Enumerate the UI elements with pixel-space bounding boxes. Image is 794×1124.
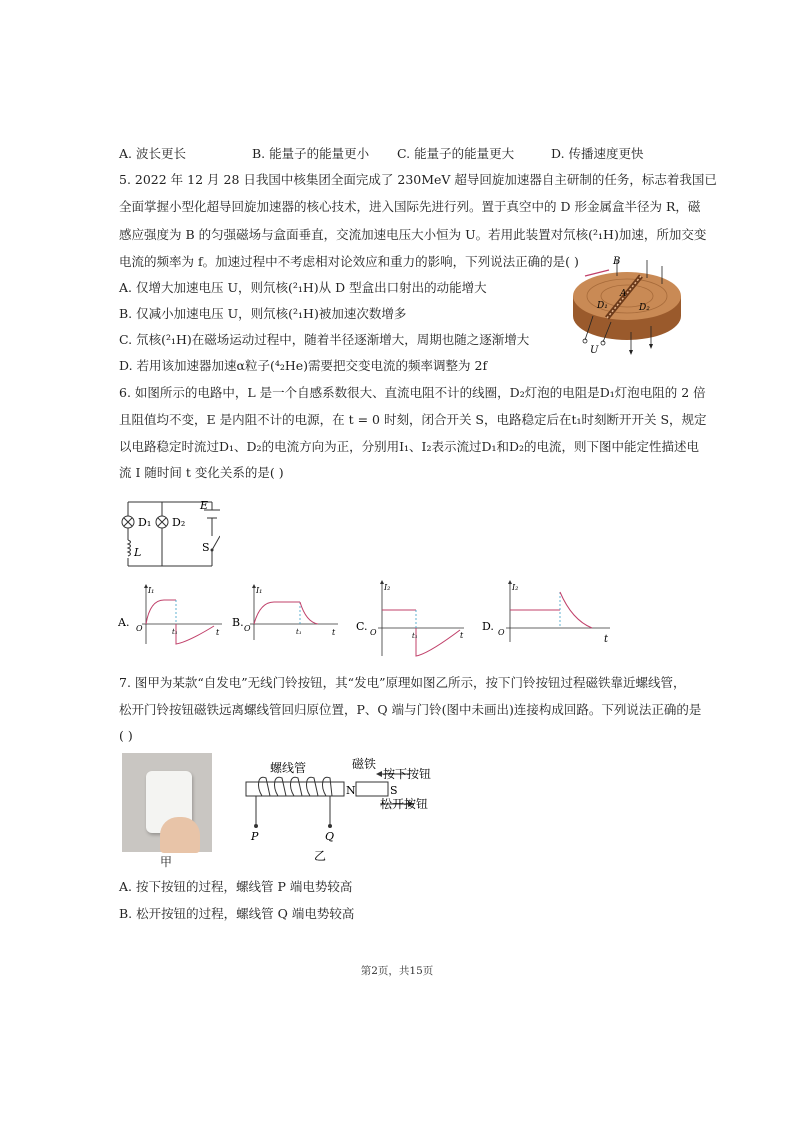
axis-label-i: I₂	[384, 583, 391, 592]
q4-option-b: B. 能量子的能量更小	[252, 146, 370, 161]
q4-option-d: D. 传播速度更快	[551, 146, 644, 161]
graph-c	[356, 580, 470, 660]
q6-stem-line: 且阻值均不变，E 是内阻不计的电源，在 t = 0 时刻，闭合开关 S，电路稳定后在t₁时刻断开开关 S，规定	[119, 412, 707, 427]
axis-label-i: I₁	[148, 586, 155, 595]
q7-stem-line: 松开门铃按钮磁铁远离螺线管回归原位置，P、Q 端与门铃(图中未画出)连接构成回路。下列说法正确的是	[119, 702, 702, 717]
origin-label: O	[136, 624, 143, 633]
label-d2: D₂	[639, 303, 650, 313]
label-a: A	[620, 289, 627, 299]
q5-stem-line: 5. 2022 年 12 月 28 日我国中核集团全面完成了 230MeV 超导回旋加速器自主研制的任务，标志着我国已	[119, 172, 717, 187]
q4-option-c: C. 能量子的能量更大	[397, 146, 515, 161]
axis-label-i: I₁	[256, 586, 263, 595]
graph-option-letter: C.	[356, 620, 368, 633]
terminal-p-label: P	[251, 830, 259, 843]
t1-label: t₁	[296, 628, 302, 636]
q5-option-d: D. 若用该加速器加速α粒子(⁴₂He)需要把交变电流的频率调整为 2f	[119, 358, 488, 373]
south-pole-label: S	[390, 784, 398, 797]
cyclotron-figure	[565, 256, 685, 356]
t1-label: t₁	[412, 632, 418, 640]
label-s: S	[202, 541, 210, 554]
q5-stem-line: 电流的频率为 f。加速过程中不考虑相对论效应和重力的影响，下列说法正确的是( )	[119, 254, 579, 269]
label-b: B	[613, 256, 621, 267]
q5-option-b: B. 仅减小加速电压 U，则氘核(²₁H)被加速次数增多	[119, 306, 407, 321]
solenoid-diagram	[240, 756, 450, 866]
origin-label: O	[244, 624, 251, 633]
graph-b	[232, 584, 344, 648]
t-label: t	[460, 631, 464, 640]
t-label: t	[604, 634, 609, 645]
label-d1: D₁	[138, 516, 152, 529]
origin-label: O	[370, 628, 377, 637]
q7-stem-line: 7. 图甲为某款“自发电”无线门铃按钮，其“发电”原理如图乙所示，按下门铃按钮过程磁铁靠近螺线管，	[119, 675, 686, 690]
graph-option-letter: B.	[232, 616, 244, 629]
q7-option-a: A. 按下按钮的过程，螺线管 P 端电势较高	[119, 879, 353, 894]
q6-stem-line: 流 I 随时间 t 变化关系的是( )	[119, 465, 284, 480]
t1-label: t₁	[172, 628, 178, 636]
q7-option-b: B. 松开按钮的过程，螺线管 Q 端电势较高	[119, 906, 355, 921]
terminal-q-label: Q	[325, 830, 335, 843]
label-u: U	[590, 345, 599, 356]
q5-stem-line: 感应强度为 B 的匀强磁场与盒面垂直，交流加速电压大小恒为 U。若用此装置对氘核(²₁H)加速，所加交变	[119, 227, 707, 242]
t-label: t	[216, 628, 220, 637]
q6-stem-line: 6. 如图所示的电路中，L 是一个自感系数很大、直流电阻不计的线圈，D₂灯泡的电阻是D₁灯泡电阻的 2 倍	[119, 385, 706, 400]
circuit-diagram	[116, 498, 220, 570]
fig-yi-caption: 乙	[314, 849, 327, 863]
press-label: 按下按钮	[383, 767, 432, 781]
q4-option-a: A. 波长更长	[119, 146, 186, 161]
graph-option-letter: D.	[482, 620, 494, 633]
graph-d	[482, 580, 616, 646]
label-d2: D₂	[172, 516, 186, 529]
release-label: 松开按钮	[380, 797, 429, 811]
q5-option-c: C. 氘核(²₁H)在磁场运动过程中，随着半径逐渐增大，周期也随之逐渐增大	[119, 332, 530, 347]
label-d1: D₁	[597, 301, 608, 311]
q6-stem-line: 以电路稳定时流过D₁、D₂的电流方向为正，分别用I₁、I₂表示流过D₁和D₂的电流，则下图中能定性描述电	[119, 439, 700, 454]
doorbell-photo	[122, 753, 212, 852]
axis-label-i: I₂	[512, 583, 519, 592]
graph-option-letter: A.	[118, 616, 130, 629]
label-e: E	[200, 499, 209, 512]
label-l: L	[134, 546, 142, 559]
origin-label: O	[498, 628, 505, 637]
q7-stem-line: ( )	[119, 728, 133, 743]
fig-jia-caption: 甲	[160, 855, 173, 869]
q5-stem-line: 全面掌握小型化超导回旋加速器的核心技术，进入国际先进行列。置于真空中的 D 形金属盒半径为 R，磁	[119, 199, 701, 214]
north-pole-label: N	[346, 784, 356, 797]
t-label: t	[332, 628, 336, 637]
page-footer: 第2页，共15页	[360, 965, 434, 977]
graph-a	[118, 584, 228, 648]
solenoid-label: 螺线管	[270, 761, 307, 775]
finger	[160, 817, 200, 853]
magnet-label: 磁铁	[352, 757, 377, 771]
q5-option-a: A. 仅增大加速电压 U，则氘核(²₁H)从 D 型盒出口射出的动能增大	[119, 280, 487, 295]
